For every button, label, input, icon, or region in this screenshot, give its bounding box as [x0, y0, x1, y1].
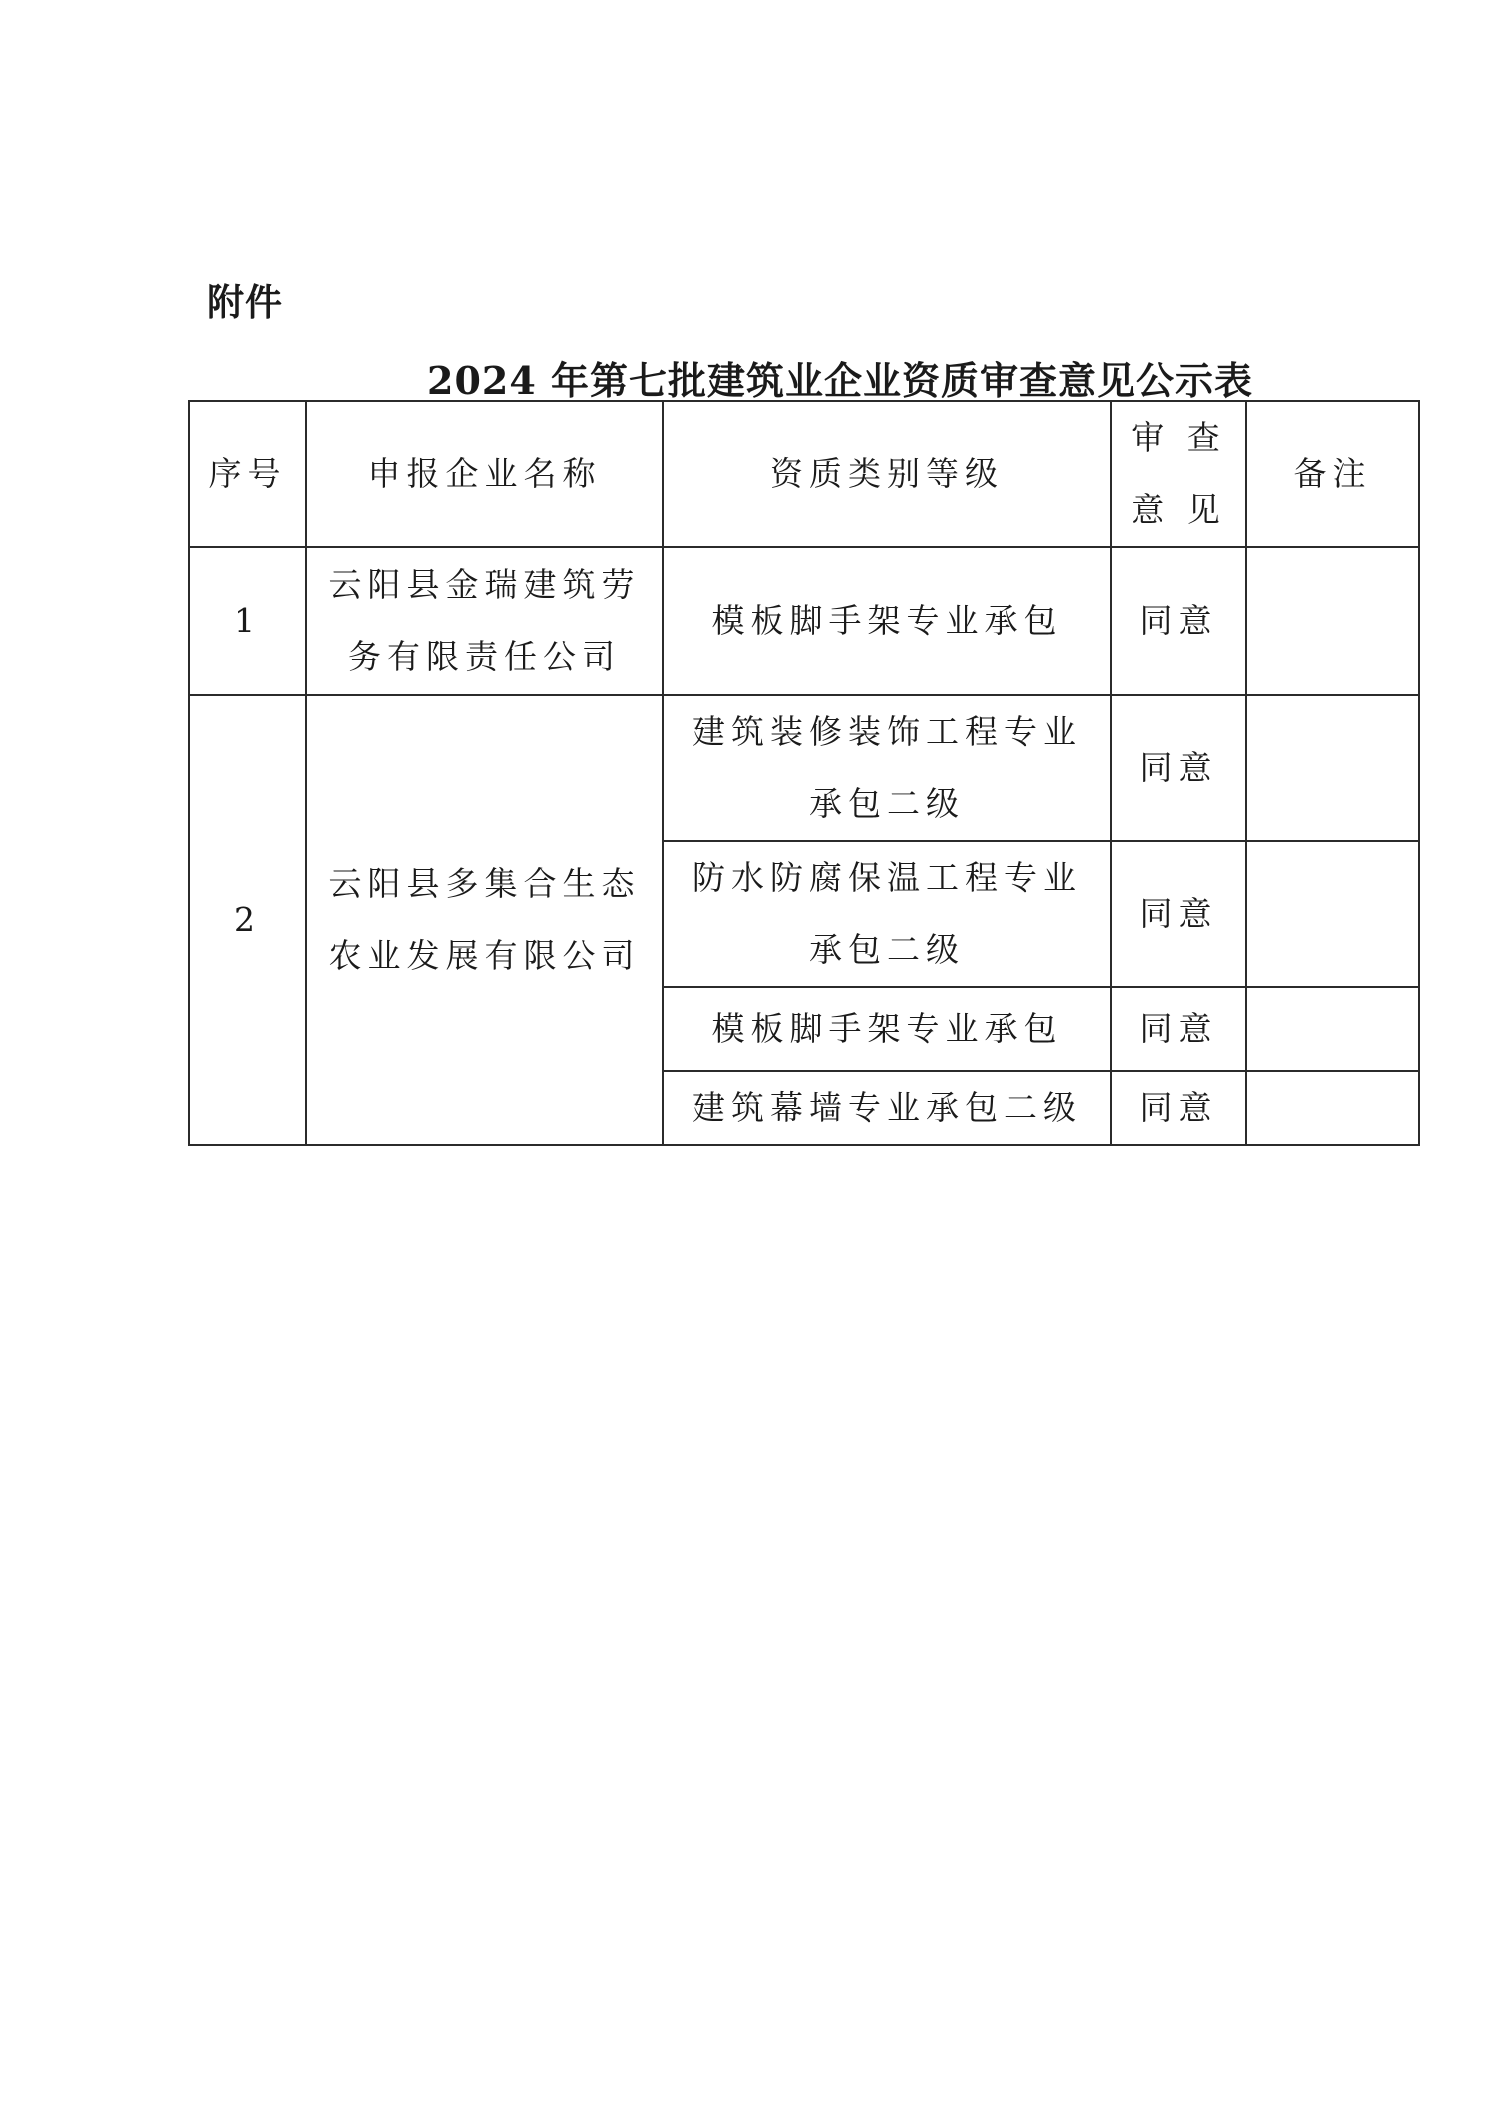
header-opinion-line1: 审 查 [1131, 418, 1226, 457]
company-line: 农业发展有限公司 [328, 936, 641, 975]
row-opinion: 同意 [1111, 695, 1246, 841]
attachment-label: 附件 [207, 281, 283, 324]
company-line: 务有限责任公司 [348, 637, 621, 676]
header-qualification: 资质类别等级 [663, 401, 1111, 547]
header-opinion-line2: 意 见 [1131, 490, 1226, 529]
row-qualification [663, 695, 1111, 841]
row-opinion: 同意 [1111, 547, 1246, 695]
row-qualification: 模板脚手架专业承包 [663, 987, 1111, 1071]
header-company-name: 申报企业名称 [306, 401, 663, 547]
row-qualification: 建筑幕墙专业承包二级 [663, 1071, 1111, 1145]
header-remark: 备注 [1246, 401, 1419, 547]
row-qualification: 模板脚手架专业承包 [663, 547, 1111, 695]
row-seq: 1 [189, 547, 306, 695]
row-remark [1246, 547, 1419, 695]
row-opinion: 同意 [1111, 987, 1246, 1071]
table-row [189, 547, 1419, 695]
table-header-row [189, 401, 1419, 547]
row-company-name [306, 695, 663, 1145]
row-remark [1246, 695, 1419, 841]
qualification-line: 承包二级 [809, 930, 965, 969]
row-remark [1246, 1071, 1419, 1145]
row-remark [1246, 987, 1419, 1071]
qualification-line: 承包二级 [809, 784, 965, 823]
table-row [189, 695, 1419, 841]
row-seq: 2 [189, 695, 306, 1145]
row-opinion: 同意 [1111, 841, 1246, 987]
company-line: 云阳县多集合生态 [328, 864, 641, 903]
qualification-line: 防水防腐保温工程专业 [692, 858, 1082, 897]
qualification-review-table [188, 400, 1420, 1146]
header-review-opinion [1111, 401, 1246, 547]
qualification-line: 建筑装修装饰工程专业 [692, 712, 1082, 751]
header-seq: 序号 [189, 401, 306, 547]
row-company-name [306, 547, 663, 695]
row-remark [1246, 841, 1419, 987]
document-title: 2024 年第七批建筑业企业资质审查意见公示表 [427, 358, 1253, 403]
row-opinion: 同意 [1111, 1071, 1246, 1145]
row-qualification [663, 841, 1111, 987]
company-line: 云阳县金瑞建筑劳 [328, 565, 641, 604]
